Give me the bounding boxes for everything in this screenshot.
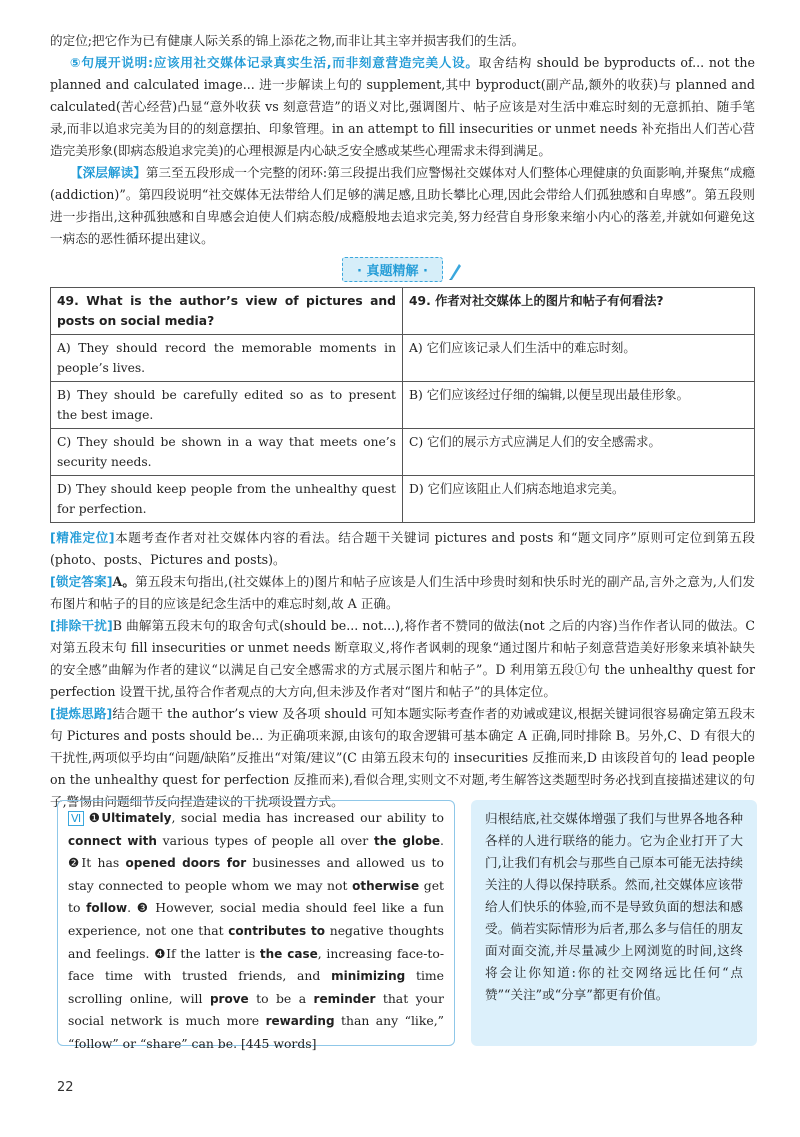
deep-reading-text: 第三至五段形成一个完整的闭环:第三段提出我们应警惕社交媒体对人们整体心理健康的负面影响,并聚焦“成瘾(addiction)”。第四段说明“社交媒体无法带给人们足够的满足感,且助长攀比心理,因此会带给人们孤独感和自卑感”。第五段则进一步指出,这种孤独感和自卑感会迫使人们病态般/成瘾般地去追求完美,努力经营自身形象来缩小内心的落差,并就如何避免这一病态的恶性循环提出建议。	[50, 165, 755, 246]
option-row-a	[51, 335, 755, 382]
paragraph-marker: Ⅵ	[68, 811, 84, 826]
sentence-4-number: ❹	[154, 945, 167, 961]
option-a-cn: A) 它们应该记录人们生活中的难忘时刻。	[403, 335, 755, 382]
s4-text-0: If the latter is	[166, 945, 260, 961]
page-body	[50, 30, 755, 813]
locate-text: 本题考查作者对社交媒体内容的看法。结合题干关键词 pictures and posts 和“题文同序”原则可定位到第五段(photo、posts、Pictures and posts)。	[50, 530, 756, 567]
vocab-reminder: reminder	[313, 991, 376, 1006]
refine-paragraph	[50, 703, 755, 813]
option-b-cn: B) 它们应该经过仔细的编辑,以便呈现出最佳形象。	[403, 382, 755, 429]
page-number: 22	[57, 1080, 74, 1095]
option-d-en: D) They should keep people from the unhealthy quest for perfection.	[51, 476, 403, 523]
exclude-text: B 曲解第五段末句的取舍句式(should be... not...),将作者不赞同的做法(not 之后的内容)当作作者认同的做法。C 对第五段末句 fill insecurities or unmet needs 断章取义,将作者讽刺的现象“通过图片和帖子刻意营造美好形象来填补缺失的安全感”曲解为作者的建议“以满足自己安全感需求的方式展示图片和帖子”。D 利用第五段①句 the unhealthy quest for perfection 设置干扰,虽符合作者观点的大方向,但未涉及作者对“图片和帖子”的具体定位。	[50, 618, 755, 699]
locate-paragraph	[50, 527, 755, 571]
passage-chinese-box	[471, 800, 757, 1046]
s2-text-2: get to	[68, 877, 445, 916]
s4-text-3: to be a	[248, 990, 314, 1006]
vocab-opened-doors-for: opened doors for	[125, 856, 247, 871]
option-row-d	[51, 476, 755, 523]
point5-label: ⑤句展开说明:应该用社交媒体记录真实生活,而非刻意营造完美人设。	[70, 55, 479, 70]
vocab-minimizing: minimizing	[331, 969, 406, 984]
s3-text-0: However, social media should feel like a fun experience, not one that	[68, 900, 444, 938]
option-row-b	[51, 382, 755, 429]
sentence-1-number: ❶	[87, 810, 102, 825]
exclude-label: [排除干扰]	[50, 618, 113, 633]
deep-reading-paragraph	[50, 162, 755, 250]
option-c-en: C) They should be shown in a way that meets one’s security needs.	[51, 429, 403, 476]
vocab-follow: follow	[86, 901, 128, 916]
s2-text-0: It has	[81, 855, 126, 871]
passage-english-box	[57, 800, 455, 1051]
answer-paragraph	[50, 571, 755, 615]
option-a-en: A) They should record the memorable moments in people’s lives.	[51, 335, 403, 382]
s1-text-2: various types of people all over	[156, 832, 374, 848]
vocab-rewarding: rewarding	[265, 1014, 335, 1029]
passage-cn-text: 归根结底,社交媒体增强了我们与世界各地各种各样的人进行联络的能力。它为企业打开了大门,让我们有机会与那些自己原本可能无法持续关注的人得以保持联系。然而,社交媒体应该带给人们快乐的体验,而不是导致负面的想法和感受。倘若实际情形为后者,那么多与信任的朋友面对面交流,并尽量减少上网浏览的时间,这终将会让你知道:你的社交网络远比任何“点赞”“关注”或“分享”都更有价值。	[485, 811, 743, 1002]
question-en: 49. What is the author’s view of pictures and posts on social media?	[51, 288, 403, 335]
answer-text: 第五段末句指出,(社交媒体上的)图片和帖子应该是人们生活中珍贵时刻和快乐时光的副产品,言外之意为,人们发布图片和帖子的目的应该是纪念生活中的难忘时刻,故 A 正确。	[50, 574, 755, 611]
vocab-prove: prove	[209, 991, 249, 1006]
s1-text-3: .	[440, 832, 444, 848]
question-table	[50, 287, 755, 523]
sentence-3-number: ❸	[136, 900, 150, 916]
locate-label: [精准定位]	[50, 530, 115, 545]
pen-icon	[447, 261, 463, 281]
answer-letter: A。	[112, 574, 136, 589]
s2-text-3: .	[127, 900, 137, 916]
vocab-otherwise: otherwise	[352, 878, 420, 893]
exclude-paragraph	[50, 615, 755, 703]
question-header-row	[51, 288, 755, 335]
deep-reading-label: 【深层解读】	[70, 165, 146, 180]
s4-text-1: , increasing face-to-face time with trusted friends, and	[68, 945, 445, 984]
vocab-connect-with: connect with	[68, 833, 157, 848]
vocab-contributes-to: contributes to	[228, 923, 326, 938]
s2-text-1: businesses and allowed us to stay connected to people whom we may not	[68, 855, 444, 893]
banner-title: · 真题精解 ·	[342, 257, 443, 282]
option-d-cn: D) 它们应该阻止人们病态地追求完美。	[403, 476, 755, 523]
question-cn: 49. 作者对社交媒体上的图片和帖子有何看法?	[403, 288, 755, 335]
point5-text: 取舍结构 should be byproducts of... not the planned and calculated image... 进一步解读上句的 supplement,其中 byproduct(副产品,额外的收获)与 planned and calculated(苦心经营)凸显“意外收获 vs 刻意营造”的语义对比,强调图片、帖子应该是对生活中难忘时刻的无意抓拍、随手笔录,而非以追求完美为目的的刻意摆拍、印象管理。in an attempt to fill insecurities or unmet needs 补充指出人们苦心营造完美形象(即病态般追求完美)的心理根源是内心缺乏安全感或某些心理需求未得到满足。	[50, 55, 755, 158]
s1-text-1: , social media has increased our ability to	[171, 810, 445, 825]
refine-label: [提炼思路]	[50, 706, 113, 721]
point5-paragraph	[50, 52, 755, 162]
s3-text-1: negative thoughts and feelings.	[68, 922, 444, 961]
intro-line: 的定位;把它作为已有健康人际关系的锦上添花之物,而非让其主宰并损害我们的生活。	[50, 33, 525, 48]
refine-text: 结合题干 the author’s view 及各项 should 可知本题实际考查作者的劝诫或建议,根据关键词很容易确定第五段末句 Pictures and posts should be... 为正确项来源,由该句的取舍逻辑可基本确定 A 正确,同时排除 B。另外,C、D 有很大的干扰性,两项似乎均由“问题/缺陷”反推出“对策/建议”(C 由第五段末句的 insecurities 反推而来,D 由该段首句的 lead people on the unhealthy quest for perfection 反推而来),看似合理,实则文不对题,考生解答这类题型时务必找到直接描述建议的句子,警惕由问题细节反向捏造建议的干扰项设置方式。	[50, 706, 755, 809]
sentence-2-number: ❷	[68, 855, 82, 871]
s4-text-2: time scrolling online, will	[68, 968, 444, 1006]
vocab-the-globe: the globe	[373, 833, 441, 848]
s4-text-5: than any “like,” “follow” or “share” can be. [445 words]	[68, 1013, 444, 1051]
s4-text-4: that your social network is much more	[68, 990, 444, 1029]
section-banner	[50, 257, 755, 282]
answer-label: [锁定答案]	[50, 574, 113, 589]
option-row-c	[51, 429, 755, 476]
option-b-en: B) They should be carefully edited so as to present the best image.	[51, 382, 403, 429]
option-c-cn: C) 它们的展示方式应满足人们的安全感需求。	[403, 429, 755, 476]
vocab-ultimately: Ultimately	[101, 811, 172, 825]
vocab-the-case: the case	[259, 946, 318, 961]
